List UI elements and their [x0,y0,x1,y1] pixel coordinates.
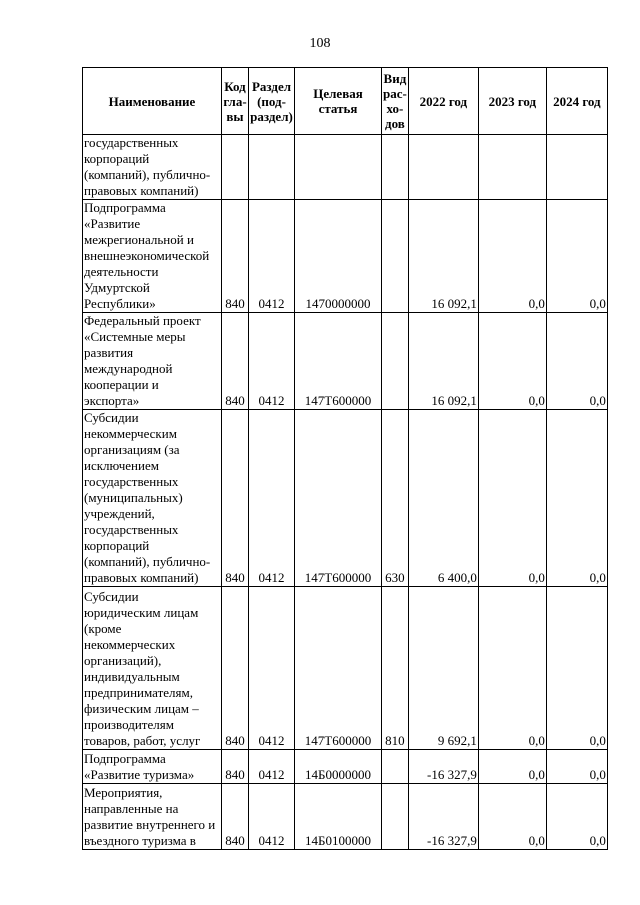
row-razdel: 0412 [249,200,295,313]
row-razdel [249,135,295,200]
row-2022: 16 092,1 [408,200,478,313]
row-2022: 6 400,0 [408,410,478,587]
row-kod: 840 [222,587,249,750]
row-razdel: 0412 [249,750,295,784]
row-2022: 16 092,1 [408,313,478,410]
row-kod: 840 [222,410,249,587]
row-2024: 0,0 [546,587,607,750]
row-razdel: 0412 [249,313,295,410]
row-name: государственных корпораций (компаний), публично- правовых компаний) [83,135,222,200]
row-vid-rashodov: 810 [382,587,409,750]
row-vid-rashodov [382,200,409,313]
row-2024: 0,0 [546,200,607,313]
row-2024: 0,0 [546,784,607,850]
row-vid-rashodov [382,750,409,784]
row-2023: 0,0 [478,200,546,313]
header-celevaya-statya: Целевая статья [295,68,382,135]
row-celevaya-statya: 147Т600000 [295,587,382,750]
row-kod: 840 [222,784,249,850]
row-kod: 840 [222,750,249,784]
row-2023: 0,0 [478,750,546,784]
table-row [83,750,608,784]
row-kod [222,135,249,200]
row-name: Федеральный проект «Системные меры развития международной кооперации и экспорта» [83,313,222,410]
row-name: Подпрограмма «Развитие межрегиональной и внешнеэкономической деятельности Удмуртской Республики» [83,200,222,313]
page-number: 108 [309,36,331,51]
row-vid-rashodov [382,313,409,410]
row-kod: 840 [222,313,249,410]
row-celevaya-statya [295,135,382,200]
row-2023 [478,135,546,200]
table-header-row [83,68,608,135]
row-name: Подпрограмма «Развитие туризма» [83,750,222,784]
row-2023: 0,0 [478,587,546,750]
row-2024: 0,0 [546,313,607,410]
row-celevaya-statya: 147Т600000 [295,410,382,587]
budget-table [82,67,608,850]
row-2024 [546,135,607,200]
row-2022: 9 692,1 [408,587,478,750]
row-2022: -16 327,9 [408,784,478,850]
row-celevaya-statya: 147Т600000 [295,313,382,410]
row-celevaya-statya: 1470000000 [295,200,382,313]
header-2023: 2023 год [478,68,546,135]
table-row [83,200,608,313]
table-row [83,135,608,200]
table-row [83,410,608,587]
header-razdel: Раздел (под- раздел) [249,68,295,135]
row-vid-rashodov: 630 [382,410,409,587]
header-kod: Код гла- вы [222,68,249,135]
row-2023: 0,0 [478,784,546,850]
row-celevaya-statya: 14Б0000000 [295,750,382,784]
row-name: Мероприятия, направленные на развитие внутреннего и въездного туризма в [83,784,222,850]
row-2024: 0,0 [546,410,607,587]
header-name: Наименование [83,68,222,135]
row-razdel: 0412 [249,784,295,850]
table-row [83,784,608,850]
row-razdel: 0412 [249,587,295,750]
table-row [83,313,608,410]
row-2022 [408,135,478,200]
row-2022: -16 327,9 [408,750,478,784]
row-kod: 840 [222,200,249,313]
row-2023: 0,0 [478,410,546,587]
row-2024: 0,0 [546,750,607,784]
row-razdel: 0412 [249,410,295,587]
header-vid-rashodov: Вид рас- хо- дов [382,68,409,135]
row-vid-rashodov [382,135,409,200]
header-2022: 2022 год [408,68,478,135]
row-name: Субсидии некоммерческим организациям (за исключением государственных (муниципальных) учреждений, государственных корпораций (компаний), публично- правовых компаний) [83,410,222,587]
table-row [83,587,608,750]
row-2023: 0,0 [478,313,546,410]
header-2024: 2024 год [546,68,607,135]
row-vid-rashodov [382,784,409,850]
row-name: Субсидии юридическим лицам (кроме некоммерческих организаций), индивидуальным предпринимателям, физическим лицам – производителям товаров, работ, услуг [83,587,222,750]
row-celevaya-statya: 14Б0100000 [295,784,382,850]
